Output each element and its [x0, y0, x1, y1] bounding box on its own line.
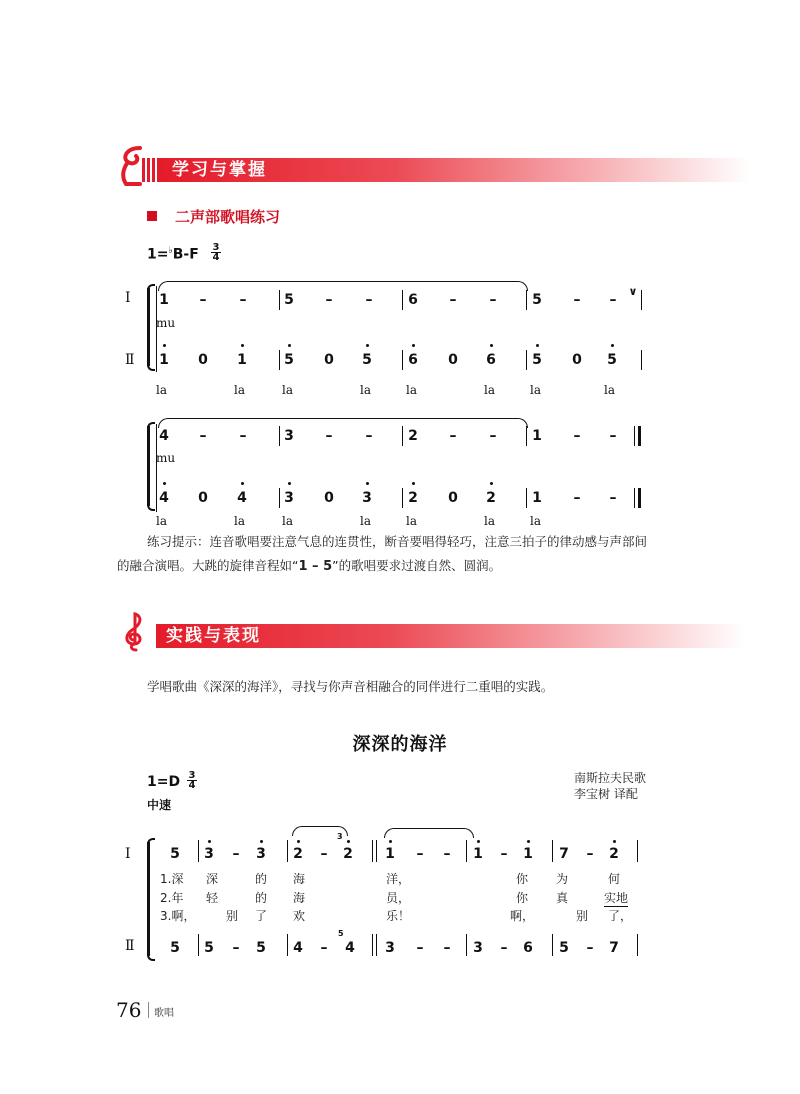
syllable: la [530, 383, 541, 397]
note: 5 [170, 846, 180, 862]
exercise-time-signature: 3 4 [212, 242, 220, 263]
note: 5 [362, 352, 372, 368]
note: 4 [345, 940, 355, 956]
syllable: la [234, 383, 245, 397]
syllable: la [282, 383, 293, 397]
lyric: 乐！ [386, 909, 411, 923]
lyric: 3.啊， [160, 909, 196, 923]
dash: – [609, 490, 617, 506]
note: – [443, 846, 451, 862]
note: 0 [198, 352, 208, 368]
note: 5 [607, 352, 617, 368]
page-number: 76 [116, 998, 142, 1022]
lyric: 的 [255, 891, 268, 905]
note: – [586, 846, 594, 862]
note: 0 [572, 352, 582, 368]
note: 5 [532, 352, 542, 368]
section-title: 实践与表现 [166, 626, 261, 646]
lyric: 别 [576, 909, 589, 923]
dash: – [489, 428, 497, 444]
syllable: la [360, 514, 371, 528]
subheading-text: 二声部歌唱练习 [175, 208, 281, 226]
note: 4 [159, 490, 169, 506]
note: 3 [385, 940, 395, 956]
breath-mark: ∨ [628, 285, 638, 298]
section-banner-practice [120, 622, 740, 652]
note: 1 [159, 352, 169, 368]
dash: – [239, 292, 247, 308]
lyric: 实地 [604, 891, 629, 905]
dash: – [199, 292, 207, 308]
note: 1 [532, 490, 542, 506]
note: – [232, 940, 240, 956]
note: 3 [284, 428, 294, 444]
grace-note: 3 [337, 832, 343, 841]
note: – [232, 846, 240, 862]
song-time-signature: 3 4 [188, 770, 196, 791]
lyric: 欢 [293, 909, 306, 923]
instruction: 学唱歌曲《深深的海洋》，寻找与你声音相融合的同伴进行二重唱的实践。 [147, 679, 554, 694]
footer-label: 歌唱 [154, 1008, 174, 1019]
note: 1 [473, 846, 483, 862]
dash: – [239, 428, 247, 444]
syllable: la [360, 383, 371, 397]
practice-tip-line1: 练习提示：连音歌唱要注意气息的连贯性，断音要唱得轻巧，注意三拍子的律动感与声部间 [147, 534, 648, 549]
note: 3 [473, 940, 483, 956]
note: 6 [408, 352, 418, 368]
dash: – [365, 292, 373, 308]
note: 3 [256, 846, 266, 862]
lyric: 了， [608, 909, 633, 923]
note: 0 [198, 490, 208, 506]
syllable: la [156, 383, 167, 397]
lyric: 了 [255, 909, 268, 923]
note: 3 [362, 490, 372, 506]
note: 2 [408, 490, 418, 506]
note: 2 [293, 846, 303, 862]
song-title: 深深的海洋 [352, 734, 448, 755]
syllable: la [234, 514, 245, 528]
note: – [320, 846, 328, 862]
note: 0 [324, 490, 334, 506]
note: 5 [559, 940, 569, 956]
lyric: 别 [226, 909, 239, 923]
note: 2 [343, 846, 353, 862]
lyric: 为 [556, 872, 569, 886]
note: 5 [204, 940, 214, 956]
note: 1 [237, 352, 247, 368]
song-voice1-label: Ⅰ [125, 846, 131, 862]
note: 0 [448, 352, 458, 368]
dash: – [449, 292, 457, 308]
dash: – [573, 428, 581, 444]
note: 5 [256, 940, 266, 956]
syllable: la [604, 383, 615, 397]
note: 3 [284, 490, 294, 506]
lyric: 2.年 [160, 891, 184, 905]
note: 0 [448, 490, 458, 506]
note: – [443, 940, 451, 956]
syllable: la [406, 383, 417, 397]
note: – [586, 940, 594, 956]
dash: – [573, 490, 581, 506]
note: 6 [486, 352, 496, 368]
note: 3 [204, 846, 214, 862]
note: – [500, 846, 508, 862]
section-banner-learn [120, 156, 740, 186]
note: 1 [385, 846, 395, 862]
note: 1 [159, 292, 169, 308]
footer-divider [148, 1002, 149, 1018]
note: 2 [408, 428, 418, 444]
syllable: mu [156, 316, 176, 330]
note: – [500, 940, 508, 956]
credit-arranger: 李宝树 译配 [574, 787, 638, 801]
note: 5 [170, 940, 180, 956]
lyric: 轻 [206, 891, 219, 905]
syllable: la [406, 514, 417, 528]
credit-origin: 南斯拉夫民歌 [574, 771, 647, 785]
exercise-key: 1=♭B-F [147, 246, 199, 263]
note: 1 [532, 428, 542, 444]
note: 4 [159, 428, 169, 444]
note: 2 [486, 490, 496, 506]
lyric: 的 [255, 872, 268, 886]
note: – [416, 846, 424, 862]
dash: – [489, 292, 497, 308]
lyric: 啊， [510, 909, 535, 923]
syllable: la [484, 383, 495, 397]
practice-tip-line2: 的融合演唱。大跳的旋律音程如“1 – 5”的歌唱要求过渡自然、圆润。 [117, 558, 502, 574]
note: 4 [293, 940, 303, 956]
lyric: 海 [293, 872, 306, 886]
lyric: 你 [516, 872, 529, 886]
lyric: 何 [608, 872, 621, 886]
note: 2 [609, 846, 619, 862]
dash: – [609, 428, 617, 444]
syllable: la [156, 514, 167, 528]
dash: – [573, 292, 581, 308]
lyric: 深 [206, 872, 219, 886]
syllable: la [530, 514, 541, 528]
lyric: 洋， [386, 872, 411, 886]
note: 5 [284, 292, 294, 308]
note: – [320, 940, 328, 956]
note: 0 [324, 352, 334, 368]
song-voice2-label: Ⅱ [125, 938, 135, 954]
voice1-label: Ⅰ [125, 290, 131, 306]
dash: – [325, 428, 333, 444]
lyric: 你 [516, 891, 529, 905]
note: 7 [609, 940, 619, 956]
dash: – [609, 292, 617, 308]
note: 4 [237, 490, 247, 506]
subheading [147, 206, 280, 227]
grace-note: 5 [338, 929, 344, 938]
section-title: 学习与掌握 [172, 160, 267, 180]
syllable: la [282, 514, 293, 528]
lyric: 1.深 [160, 872, 184, 886]
dash: – [365, 428, 373, 444]
lyric: 员， [386, 891, 411, 905]
tempo-marking: 中速 [147, 798, 172, 812]
note: 5 [532, 292, 542, 308]
voice2-label: Ⅱ [125, 352, 135, 368]
note: 6 [408, 292, 418, 308]
lyric: 海 [293, 891, 306, 905]
dash: – [449, 428, 457, 444]
dash: – [199, 428, 207, 444]
note: 7 [559, 846, 569, 862]
dash: – [325, 292, 333, 308]
song-key: 1=D [147, 774, 181, 790]
treble-clef-icon [120, 610, 150, 654]
syllable: mu [156, 451, 176, 465]
syllable: la [484, 514, 495, 528]
red-square-icon [147, 211, 157, 221]
lyric: 真 [556, 891, 569, 905]
note: 1 [523, 846, 533, 862]
note: 6 [523, 940, 533, 956]
note: – [416, 940, 424, 956]
note: 5 [284, 352, 294, 368]
song-credits [574, 770, 646, 802]
